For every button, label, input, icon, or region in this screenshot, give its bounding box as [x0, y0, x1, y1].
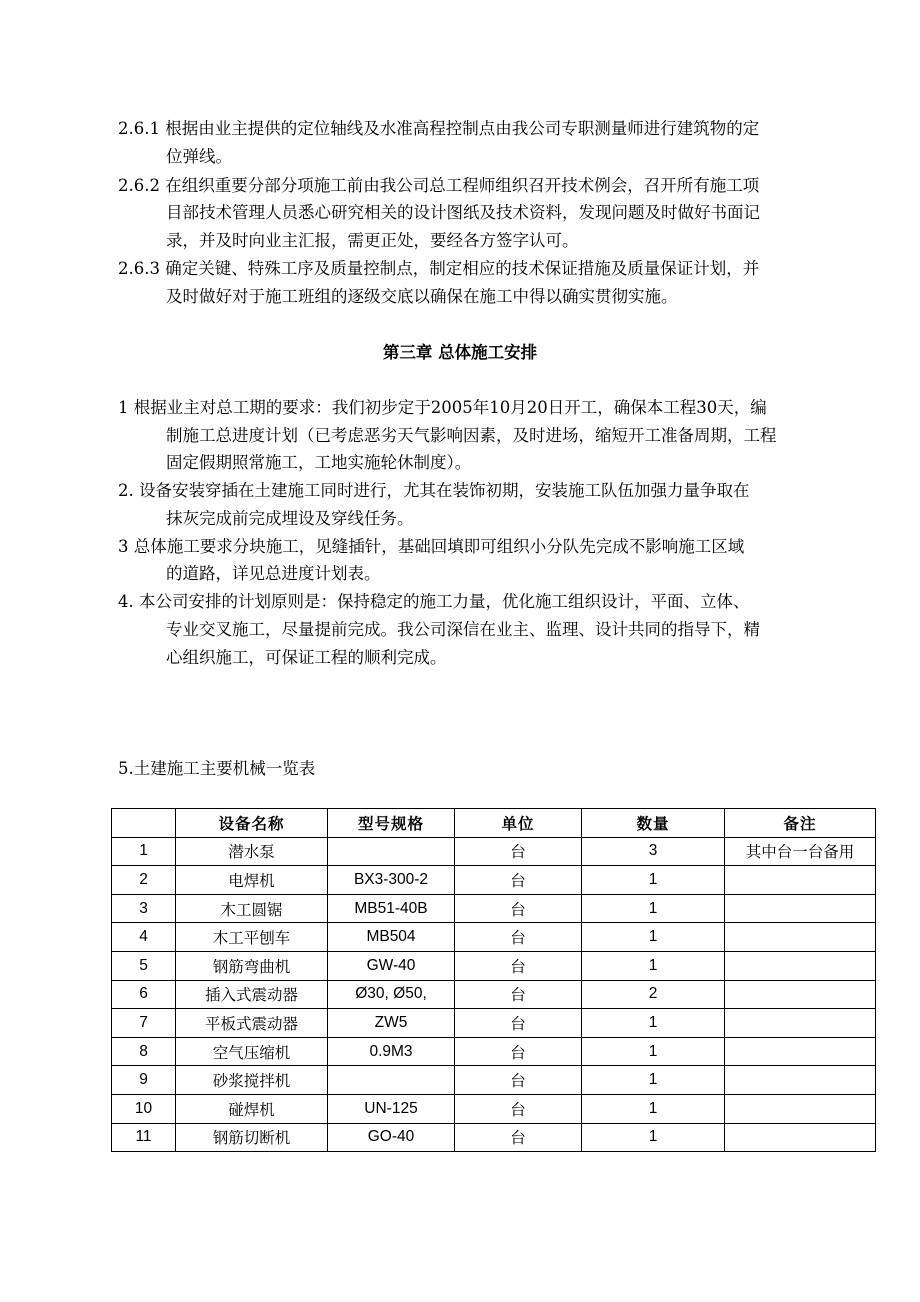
model-spec-cell: GW-40: [328, 951, 455, 980]
quantity-cell: 1: [582, 951, 725, 980]
model-spec-cell: 0.9M3: [328, 1037, 455, 1066]
paragraph-line: 2.6.1 根据由业主提供的定位轴线及水准高程控制点由我公司专职测量师进行建筑物的定: [118, 119, 760, 138]
row-number-cell: 6: [112, 980, 176, 1009]
table-header-row: [112, 809, 876, 838]
model-spec-cell: ZW5: [328, 1009, 455, 1038]
model-spec-cell: BX3-300-2: [328, 866, 455, 895]
table-row: [112, 1066, 876, 1095]
table-header-cell: 数量: [582, 809, 725, 838]
table-row: [112, 1009, 876, 1038]
unit-cell: 台: [455, 1123, 582, 1152]
table-body: [112, 837, 876, 1152]
row-number-cell: 11: [112, 1123, 176, 1152]
row-number-cell: 4: [112, 923, 176, 952]
unit-cell: 台: [455, 1066, 582, 1095]
equipment-name-cell: 砂浆搅拌机: [176, 1066, 328, 1095]
table-caption: 5.土建施工主要机械一览表: [118, 759, 316, 778]
equipment-name-cell: 潜水泵: [176, 837, 328, 866]
machinery-table: [111, 808, 876, 1152]
table-header-cell: 型号规格: [328, 809, 455, 838]
equipment-name-cell: 空气压缩机: [176, 1037, 328, 1066]
remark-cell: [725, 923, 876, 952]
table-header-cell: [112, 809, 176, 838]
row-number-cell: 9: [112, 1066, 176, 1095]
remark-cell: [725, 980, 876, 1009]
row-number-cell: 2: [112, 866, 176, 895]
paragraph-line: 2.6.2 在组织重要分部分项施工前由我公司总工程师组织召开技术例会，召开所有施工项: [118, 176, 760, 195]
list-item-line: 固定假期照常施工，工地实施轮休制度）。: [166, 453, 472, 472]
equipment-name-cell: 平板式震动器: [176, 1009, 328, 1038]
quantity-cell: 1: [582, 1037, 725, 1066]
remark-cell: [725, 1123, 876, 1152]
paragraph-line: 位弹线。: [166, 147, 232, 166]
model-spec-cell: [328, 837, 455, 866]
remark-cell: [725, 1009, 876, 1038]
paragraph-line: 目部技术管理人员悉心研究相关的设计图纸及技术资料，发现问题及时做好书面记: [166, 203, 760, 222]
quantity-cell: 1: [582, 866, 725, 895]
list-item-line: 3 总体施工要求分块施工，见缝插针，基础回填即可组织小分队先完成不影响施工区域: [118, 537, 745, 556]
list-item-line: 的道路，详见总进度计划表。: [166, 564, 381, 583]
list-item-line: 制施工总进度计划（已考虑恶劣天气影响因素，及时进场，缩短开工准备周期，工程: [166, 426, 777, 445]
remark-cell: [725, 951, 876, 980]
unit-cell: 台: [455, 837, 582, 866]
quantity-cell: 1: [582, 894, 725, 923]
unit-cell: 台: [455, 951, 582, 980]
table-row: [112, 923, 876, 952]
remark-cell: [725, 1066, 876, 1095]
row-number-cell: 1: [112, 837, 176, 866]
model-spec-cell: UN-125: [328, 1094, 455, 1123]
equipment-name-cell: 木工平刨车: [176, 923, 328, 952]
unit-cell: 台: [455, 980, 582, 1009]
table-header-cell: 单位: [455, 809, 582, 838]
equipment-name-cell: 插入式震动器: [176, 980, 328, 1009]
remark-cell: 其中台一台备用: [725, 837, 876, 866]
equipment-name-cell: 碰焊机: [176, 1094, 328, 1123]
table-row: [112, 1094, 876, 1123]
list-item-line: 1 根据业主对总工期的要求：我们初步定于2005年10月20日开工，确保本工程30天，编: [118, 398, 767, 417]
unit-cell: 台: [455, 1094, 582, 1123]
model-spec-cell: GO-40: [328, 1123, 455, 1152]
remark-cell: [725, 1094, 876, 1123]
equipment-name-cell: 电焊机: [176, 866, 328, 895]
equipment-name-cell: 钢筋切断机: [176, 1123, 328, 1152]
quantity-cell: 1: [582, 1094, 725, 1123]
remark-cell: [725, 866, 876, 895]
list-item-line: 抹灰完成前完成埋设及穿线任务。: [166, 509, 414, 528]
chapter-title: 第三章 总体施工安排: [382, 343, 538, 362]
table-row: [112, 980, 876, 1009]
paragraph-line: 及时做好对于施工班组的逐级交底以确保在施工中得以确实贯彻实施。: [166, 287, 678, 306]
table-header-cell: 备注: [725, 809, 876, 838]
unit-cell: 台: [455, 923, 582, 952]
list-item-line: 专业交叉施工，尽量提前完成。我公司深信在业主、监理、设计共同的指导下，精: [166, 620, 760, 639]
quantity-cell: 2: [582, 980, 725, 1009]
unit-cell: 台: [455, 1009, 582, 1038]
row-number-cell: 7: [112, 1009, 176, 1038]
unit-cell: 台: [455, 866, 582, 895]
quantity-cell: 3: [582, 837, 725, 866]
table-row: [112, 866, 876, 895]
table-row: [112, 1123, 876, 1152]
model-spec-cell: Ø30, Ø50,: [328, 980, 455, 1009]
list-item-line: 心组织施工，可保证工程的顺利完成。: [166, 648, 447, 667]
model-spec-cell: MB51-40B: [328, 894, 455, 923]
row-number-cell: 3: [112, 894, 176, 923]
table-header-cell: 设备名称: [176, 809, 328, 838]
quantity-cell: 1: [582, 1123, 725, 1152]
table-row: [112, 951, 876, 980]
model-spec-cell: MB504: [328, 923, 455, 952]
remark-cell: [725, 1037, 876, 1066]
paragraph-line: 2.6.3 确定关键、特殊工序及质量控制点，制定相应的技术保证措施及质量保证计划，并: [118, 259, 760, 278]
quantity-cell: 1: [582, 1066, 725, 1095]
unit-cell: 台: [455, 1037, 582, 1066]
list-item-line: 4. 本公司安排的计划原则是：保持稳定的施工力量，优化施工组织设计，平面、立体、: [118, 592, 750, 611]
quantity-cell: 1: [582, 923, 725, 952]
row-number-cell: 8: [112, 1037, 176, 1066]
table-row: [112, 894, 876, 923]
row-number-cell: 5: [112, 951, 176, 980]
unit-cell: 台: [455, 894, 582, 923]
model-spec-cell: [328, 1066, 455, 1095]
quantity-cell: 1: [582, 1009, 725, 1038]
remark-cell: [725, 894, 876, 923]
paragraph-line: 录，并及时向业主汇报，需更正处，要经各方签字认可。: [166, 231, 579, 250]
table-row: [112, 1037, 876, 1066]
equipment-name-cell: 木工圆锯: [176, 894, 328, 923]
equipment-name-cell: 钢筋弯曲机: [176, 951, 328, 980]
table-row: [112, 837, 876, 866]
row-number-cell: 10: [112, 1094, 176, 1123]
list-item-line: 2. 设备安装穿插在土建施工同时进行，尤其在装饰初期，安装施工队伍加强力量争取在: [118, 481, 750, 500]
